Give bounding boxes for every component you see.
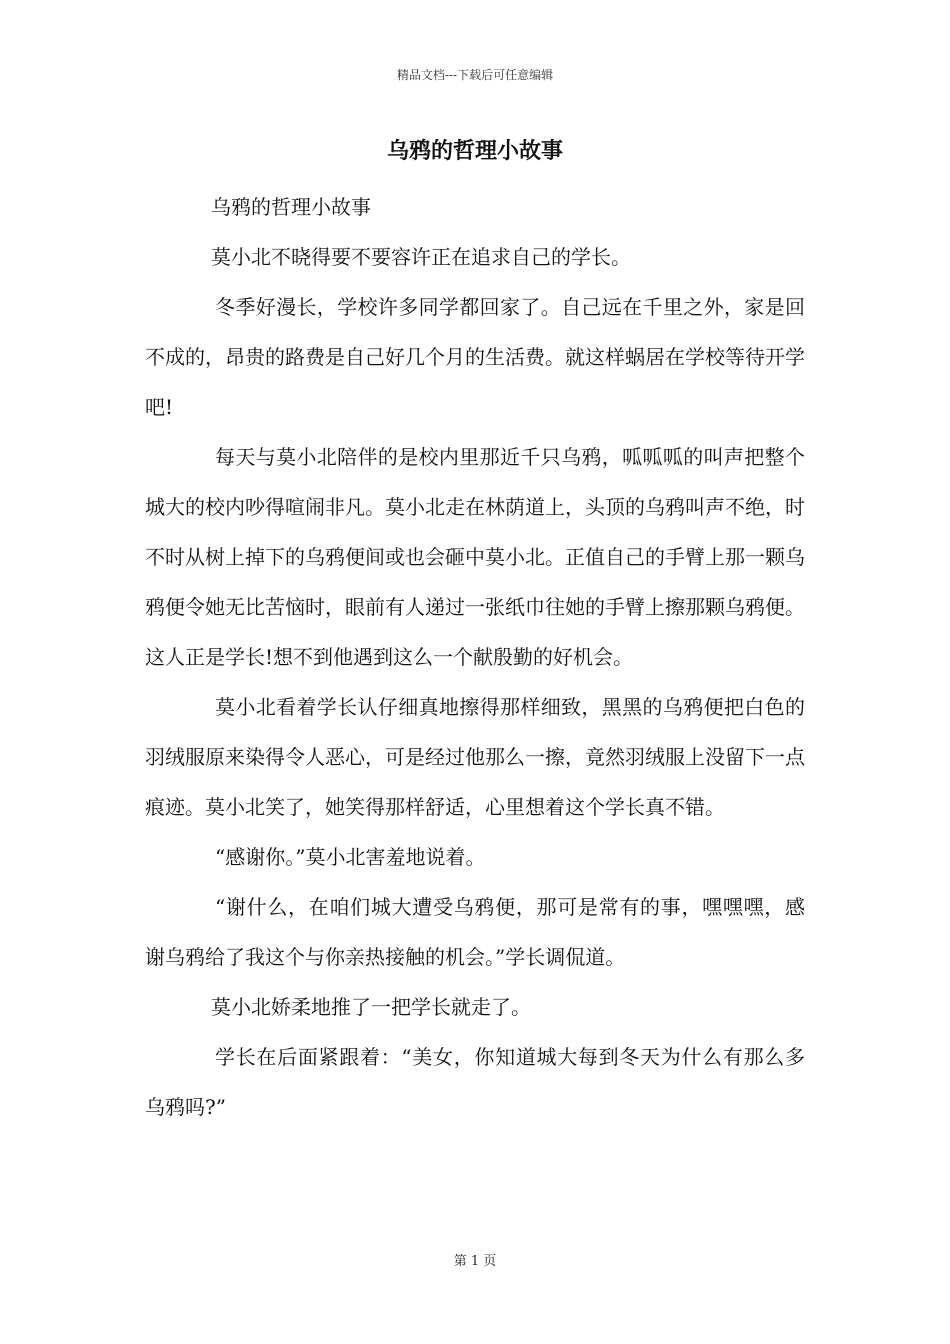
paragraph: 学长在后面紧跟着：“美女，你知道城大每到冬天为什么有那么多乌鸦吗?” [145, 1045, 805, 1119]
paragraph: “谢什么，在咱们城大遭受乌鸦便，那可是常有的事，嘿嘿嘿，感谢乌鸦给了我这个与你亲热接触的机会。”学长调侃道。 [145, 895, 805, 969]
paragraph: 冬季好漫长，学校许多同学都回家了。自己远在千里之外，家是回不成的，昂贵的路费是自己好几个月的生活费。就这样蜗居在学校等待开学吧! [145, 295, 805, 419]
paragraph-subtitle: 乌鸦的哲理小故事 [211, 195, 371, 219]
paragraph: 莫小北看着学长认仔细真地擦得那样细致，黑黑的乌鸦便把白色的羽绒服原来染得令人恶心，可是经过他那么一擦，竟然羽绒服上没留下一点痕迹。莫小北笑了，她笑得那样舒适，心里想着这个学长真不错。 [145, 695, 805, 819]
page-number: 第 1 页 [453, 1254, 497, 1269]
paragraph: 莫小北不晓得要不要容许正在追求自己的学长。 [211, 245, 631, 269]
paragraph: 莫小北娇柔地推了一把学长就走了。 [211, 995, 531, 1019]
paragraph: “感谢你。”莫小北害羞地说着。 [215, 845, 486, 869]
paragraph: 每天与莫小北陪伴的是校内里那近千只乌鸦，呱呱呱的叫声把整个城大的校内吵得喧闹非凡。莫小北走在林荫道上，头顶的乌鸦叫声不绝，时不时从树上掉下的乌鸦便间或也会砸中莫小北。正值自己的手臂上那一颗乌鸦便令她无比苦恼时，眼前有人递过一张纸巾往她的手臂上擦那颗乌鸦便。这人正是学长!想不到他遇到这么一个献殷勤的好机会。 [145, 445, 805, 669]
document-body [145, 182, 805, 1132]
document-title: 乌鸦的哲理小故事 [386, 138, 563, 164]
page-header: 精品文档---下载后可任意编辑 [396, 68, 554, 82]
